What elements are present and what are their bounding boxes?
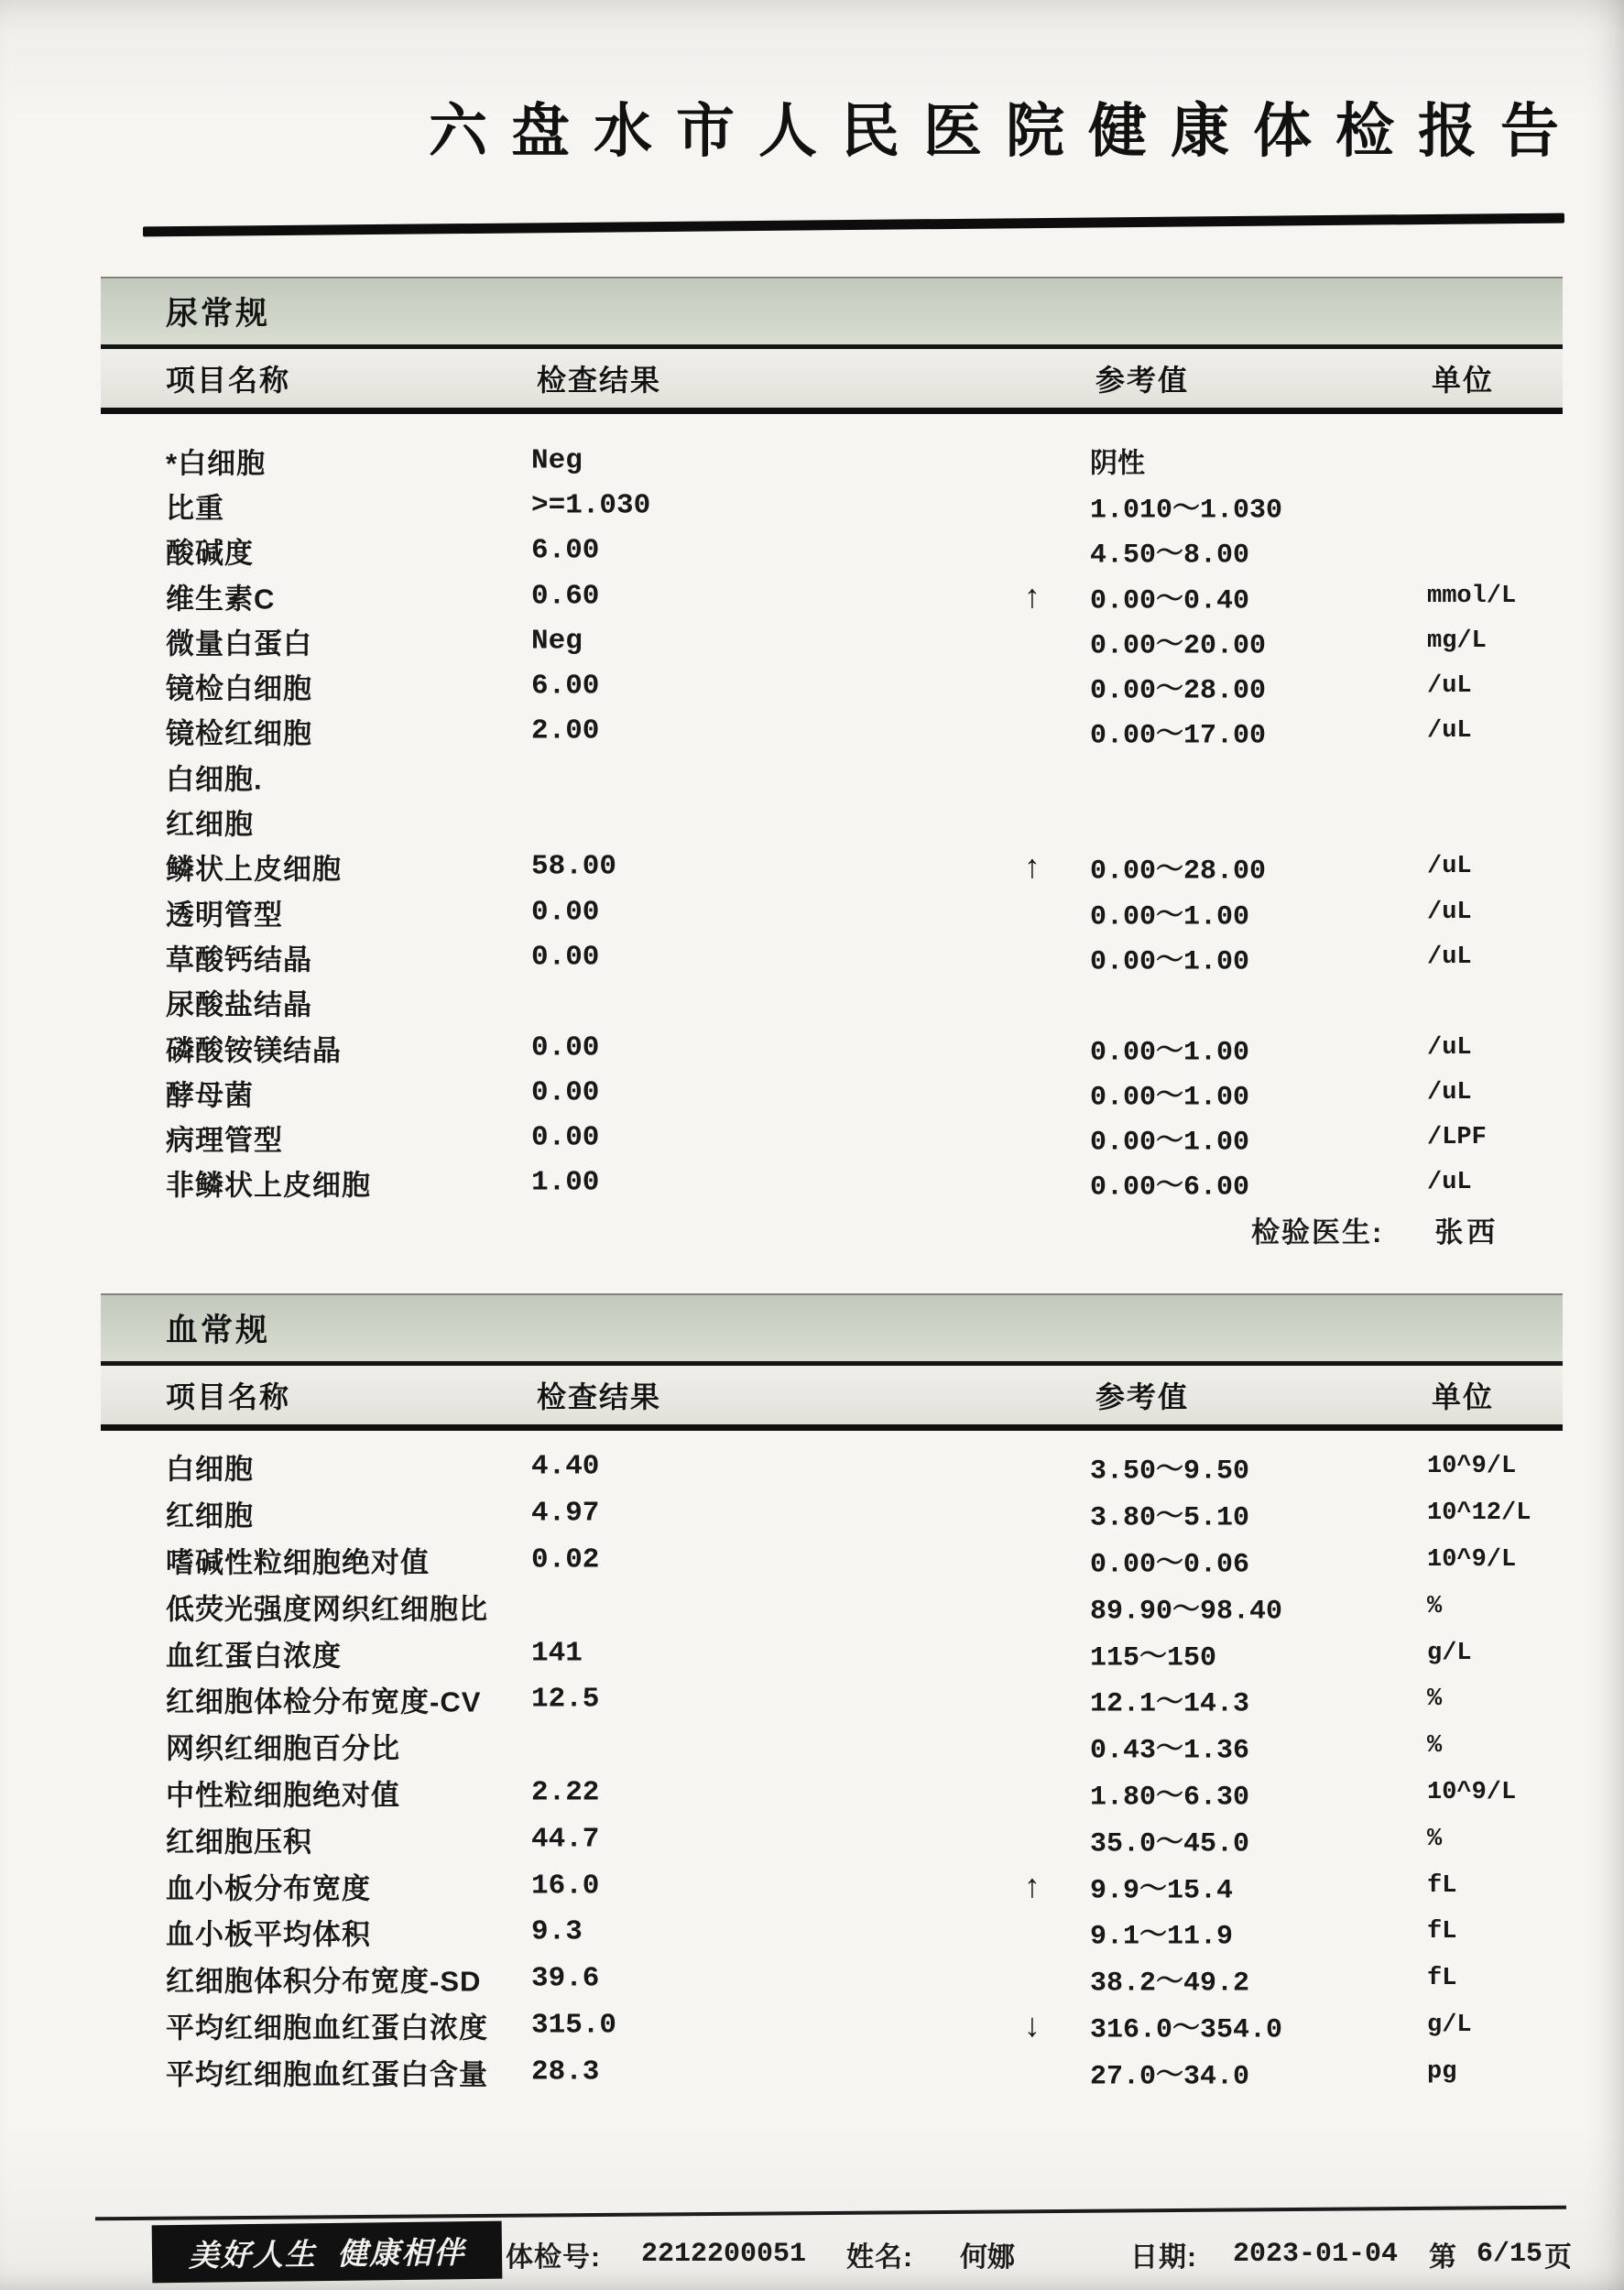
unit-cell: /uL — [1427, 1078, 1472, 1107]
table-row — [101, 1630, 1563, 1676]
reference-cell: 3.50～9.50 — [1090, 1456, 1250, 1488]
result-cell: 4.97 — [531, 1497, 600, 1530]
table-row — [101, 1723, 1563, 1770]
page-number-suffix: 页 — [1544, 2242, 1573, 2273]
item-name-cell: 尿酸盐结晶 — [166, 988, 312, 1021]
unit-cell: /LPF — [1427, 1124, 1487, 1152]
reference-cell: 0.00～28.00 — [1090, 856, 1267, 888]
table-row — [101, 1490, 1563, 1537]
reference-cell: 38.2～49.2 — [1090, 1968, 1250, 2000]
result-cell: 28.3 — [531, 2056, 600, 2088]
table-row — [101, 2048, 1563, 2095]
item-name-cell: 红细胞压积 — [166, 1826, 312, 1859]
reference-cell: 316.0～354.0 — [1090, 2014, 1283, 2046]
section-title: 尿常规 — [166, 296, 271, 332]
table-row — [101, 1956, 1563, 2002]
arrow-up-icon: ↑ — [1024, 847, 1041, 886]
item-name-cell: 红细胞体积分布宽度-SD — [166, 1965, 482, 1998]
result-cell: 44.7 — [531, 1823, 600, 1856]
reference-cell: 27.0～34.0 — [1090, 2061, 1250, 2093]
table-row — [101, 889, 1563, 934]
table-row — [101, 1537, 1563, 1584]
reference-cell: 89.90～98.40 — [1090, 1596, 1283, 1628]
section-header — [101, 1293, 1563, 1366]
result-cell: 1.00 — [531, 1166, 600, 1199]
item-name-cell: 红细胞 — [166, 808, 254, 841]
footer-divider — [95, 2206, 1566, 2221]
column-header-item-name: 项目名称 — [166, 364, 291, 397]
reference-cell: 1.80～6.30 — [1090, 1782, 1250, 1814]
item-name-cell: 平均红细胞血红蛋白浓度 — [166, 2012, 488, 2045]
unit-cell: /uL — [1427, 672, 1472, 701]
result-cell: 16.0 — [531, 1870, 600, 1903]
result-cell: Neg — [531, 625, 583, 658]
result-cell: >=1.030 — [531, 489, 651, 522]
result-cell: 0.00 — [531, 1031, 600, 1063]
reference-cell: 35.0～45.0 — [1090, 1828, 1250, 1860]
table-row — [101, 1025, 1563, 1070]
reference-cell: 0.00～1.00 — [1090, 1082, 1250, 1114]
column-header-unit: 单位 — [1432, 1380, 1495, 1413]
table-row — [101, 618, 1563, 663]
unit-cell: % — [1427, 1592, 1443, 1620]
item-name-cell: 平均红细胞血红蛋白含量 — [166, 2058, 488, 2091]
result-cell: 39.6 — [531, 1962, 600, 1995]
footer-slogan-box — [152, 2221, 503, 2284]
reference-cell: 4.50～8.00 — [1090, 540, 1250, 572]
item-name-cell: 维生素C — [166, 583, 276, 616]
item-name-cell: 微量白蛋白 — [166, 627, 312, 660]
item-name-cell: 非鳞状上皮细胞 — [166, 1169, 371, 1202]
column-header-unit: 单位 — [1432, 364, 1495, 397]
table-row — [101, 573, 1563, 618]
unit-cell: % — [1427, 1685, 1443, 1714]
unit-cell: 10^9/L — [1427, 1778, 1517, 1806]
unit-cell: pg — [1427, 2057, 1457, 2086]
table-row — [101, 438, 1563, 483]
examiner-name: 张西 — [1434, 1216, 1499, 1249]
column-header-reference: 参考值 — [1095, 364, 1190, 397]
table-row — [101, 934, 1563, 979]
item-name-cell: 中性粒细胞绝对值 — [166, 1779, 400, 1812]
item-name-cell: 红细胞 — [166, 1499, 254, 1532]
table-row — [101, 980, 1563, 1025]
item-name-cell: 酸碱度 — [166, 537, 254, 570]
item-name-cell: 鳞状上皮细胞 — [166, 853, 342, 886]
result-cell: 6.00 — [531, 670, 600, 703]
unit-cell: /uL — [1427, 1033, 1472, 1062]
unit-cell: /uL — [1427, 943, 1472, 971]
result-cell: 9.3 — [531, 1915, 583, 1948]
reference-cell: 1.010～1.030 — [1090, 495, 1283, 527]
column-header-row — [101, 349, 1563, 414]
arrow-up-icon: ↑ — [1024, 576, 1041, 615]
item-name-cell: 红细胞体检分布宽度-CV — [166, 1685, 482, 1718]
item-name-cell: 血小板分布宽度 — [166, 1872, 371, 1905]
reference-cell: 0.00～6.00 — [1090, 1172, 1250, 1204]
result-cell: 0.60 — [531, 580, 600, 613]
reference-cell: 12.1～14.3 — [1090, 1688, 1250, 1720]
blood-table-body — [101, 1444, 1563, 2095]
unit-cell: 10^12/L — [1427, 1499, 1531, 1528]
patient-name-label: 姓名: — [846, 2242, 913, 2273]
title-divider — [143, 213, 1564, 237]
arrow-up-icon: ↑ — [1024, 1866, 1041, 1904]
section-urine-routine — [101, 277, 1563, 1262]
result-cell: 4.40 — [531, 1450, 600, 1483]
reference-cell: 0.00～1.00 — [1090, 1127, 1250, 1159]
table-row — [101, 1909, 1563, 1956]
unit-cell: mmol/L — [1427, 582, 1517, 610]
exam-number-value: 2212200051 — [641, 2239, 807, 2270]
table-row — [101, 663, 1563, 708]
reference-cell: 阴性 — [1090, 450, 1145, 482]
reference-cell: 0.00～17.00 — [1090, 720, 1267, 752]
column-header-row — [101, 1366, 1563, 1431]
unit-cell: /uL — [1427, 898, 1472, 926]
column-header-result: 检查结果 — [537, 364, 662, 397]
unit-cell: mg/L — [1427, 627, 1487, 655]
footer-slogan: 美好人生 健康相伴 — [188, 2235, 466, 2273]
item-name-cell: 透明管型 — [166, 899, 283, 932]
page-number-value: 6/15 — [1477, 2239, 1543, 2270]
table-row — [101, 1161, 1563, 1205]
table-row — [101, 2002, 1563, 2049]
page-title: 六盘水市人民医院健康体检报告 — [429, 98, 1583, 164]
result-cell: 12.5 — [531, 1683, 600, 1716]
reference-cell: 9.9～15.4 — [1090, 1875, 1234, 1907]
table-row — [101, 1583, 1563, 1630]
reference-cell: 0.00～1.00 — [1090, 946, 1250, 978]
unit-cell: /uL — [1427, 1169, 1472, 1197]
item-name-cell: 比重 — [166, 492, 224, 525]
item-name-cell: 病理管型 — [166, 1124, 283, 1157]
result-cell: 315.0 — [531, 2009, 617, 2042]
result-cell: 2.00 — [531, 714, 600, 747]
table-row — [101, 1816, 1563, 1862]
table-row — [101, 754, 1563, 799]
unit-cell: g/L — [1427, 2011, 1472, 2039]
patient-name-value: 何娜 — [960, 2242, 1015, 2273]
urine-table-body — [101, 438, 1563, 1205]
item-name-cell: 草酸钙结晶 — [166, 943, 312, 976]
unit-cell: /uL — [1427, 717, 1472, 746]
table-row — [101, 799, 1563, 844]
item-name-cell: 白细胞. — [166, 763, 263, 796]
unit-cell: 10^9/L — [1427, 1545, 1517, 1574]
reference-cell: 0.00～1.00 — [1090, 1037, 1250, 1068]
item-name-cell: 镜检红细胞 — [166, 717, 312, 750]
table-row — [101, 1444, 1563, 1490]
unit-cell: fL — [1427, 1965, 1457, 1993]
item-name-cell: 嗜碱性粒细胞绝对值 — [166, 1546, 430, 1579]
unit-cell: fL — [1427, 1871, 1457, 1900]
exam-number-label: 体检号: — [506, 2242, 601, 2273]
item-name-cell: 白细胞 — [166, 1453, 254, 1486]
result-cell: 58.00 — [531, 850, 617, 883]
result-cell: 0.00 — [531, 1121, 600, 1154]
unit-cell: fL — [1427, 1918, 1457, 1946]
table-row — [101, 845, 1563, 889]
result-cell: 0.02 — [531, 1543, 600, 1576]
reference-cell: 3.80～5.10 — [1090, 1502, 1250, 1534]
unit-cell: 10^9/L — [1427, 1453, 1517, 1481]
unit-cell: % — [1427, 1825, 1443, 1853]
table-row — [101, 1770, 1563, 1816]
item-name-cell: 血小板平均体积 — [166, 1918, 371, 1951]
item-name-cell: 低荧光强度网织红细胞比 — [166, 1593, 488, 1626]
result-cell: 0.00 — [531, 941, 600, 974]
item-name-cell: 血红蛋白浓度 — [166, 1640, 342, 1673]
table-row — [101, 709, 1563, 754]
unit-cell: /uL — [1427, 853, 1472, 881]
examiner-label: 检验医生: — [1251, 1216, 1384, 1249]
item-name-cell: 镜检白细胞 — [166, 672, 312, 705]
page-number-prefix: 第 — [1429, 2242, 1457, 2273]
section-blood-routine — [101, 1293, 1563, 2099]
arrow-down-icon: ↓ — [1024, 2005, 1041, 2044]
examiner-line — [1251, 1205, 1499, 1253]
table-row — [101, 1115, 1563, 1160]
unit-cell: % — [1427, 1732, 1443, 1761]
section-title: 血常规 — [166, 1313, 271, 1348]
column-header-result: 检查结果 — [537, 1380, 662, 1413]
item-name-cell: 网织红细胞百分比 — [166, 1732, 400, 1765]
table-row — [101, 1862, 1563, 1909]
result-cell: 0.00 — [531, 896, 600, 929]
item-name-cell: 磷酸铵镁结晶 — [166, 1034, 342, 1066]
reference-cell: 0.00～28.00 — [1090, 675, 1267, 707]
reference-cell: 0.00～20.00 — [1090, 630, 1267, 662]
date-value: 2023-01-04 — [1233, 2239, 1399, 2270]
table-row — [101, 483, 1563, 528]
item-name-cell: 酵母菌 — [166, 1079, 254, 1112]
reference-cell: 115～150 — [1090, 1642, 1217, 1674]
result-cell: 6.00 — [531, 534, 600, 567]
result-cell: Neg — [531, 444, 583, 477]
item-name-cell: *白细胞 — [166, 447, 267, 480]
unit-cell: g/L — [1427, 1639, 1472, 1667]
date-label: 日期: — [1130, 2242, 1197, 2273]
table-row — [101, 529, 1563, 573]
table-row — [101, 1070, 1563, 1115]
result-cell: 2.22 — [531, 1776, 600, 1809]
reference-cell: 0.00～0.40 — [1090, 585, 1250, 617]
reference-cell: 0.43～1.36 — [1090, 1735, 1250, 1767]
reference-cell: 0.00～0.06 — [1090, 1549, 1250, 1581]
result-cell: 141 — [531, 1637, 583, 1670]
result-cell: 0.00 — [531, 1076, 600, 1109]
section-header — [101, 277, 1563, 349]
reference-cell: 9.1～11.9 — [1090, 1921, 1234, 1953]
column-header-reference: 参考值 — [1095, 1380, 1190, 1413]
reference-cell: 0.00～1.00 — [1090, 901, 1250, 933]
table-row — [101, 1676, 1563, 1723]
column-header-item-name: 项目名称 — [166, 1380, 291, 1413]
